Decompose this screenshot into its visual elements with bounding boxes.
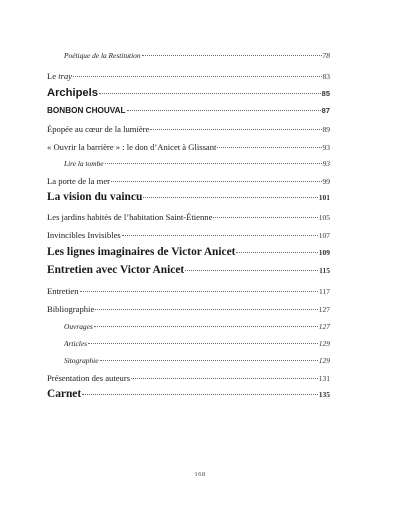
toc-entry-page: 89 <box>322 125 330 134</box>
toc-entry <box>47 191 330 203</box>
toc-entry <box>47 106 330 115</box>
toc-entry <box>47 322 330 331</box>
toc-entry <box>47 51 330 60</box>
toc-leader-dots <box>236 252 317 253</box>
toc-entry <box>47 159 330 168</box>
toc-entry-title: Épopée au cœur de la lumière <box>47 124 150 134</box>
toc-leader-dots <box>94 326 318 327</box>
toc-entry-page: 127 <box>318 305 330 314</box>
toc-entry-title: BONBON CHOUVAL <box>47 106 126 115</box>
toc-entry-page: 129 <box>318 339 330 348</box>
toc-entry-page: 87 <box>321 106 330 115</box>
toc-entry-page: 109 <box>318 248 330 257</box>
toc-entry-page: 135 <box>318 390 330 399</box>
toc-entry-page: 107 <box>318 231 330 240</box>
toc-entry-title-italic: tray <box>58 71 73 81</box>
toc-leader-dots <box>142 55 322 56</box>
toc-entry-title: La porte de la mer <box>47 176 110 186</box>
toc-entry-page: 117 <box>319 287 330 296</box>
toc-entry-page: 78 <box>322 51 330 60</box>
toc-entry <box>47 124 330 134</box>
toc-entry <box>47 230 330 240</box>
toc-entry <box>47 176 330 186</box>
toc-entry-title: Bibliographie <box>47 304 95 314</box>
toc-entry <box>47 286 330 296</box>
toc-leader-dots <box>99 93 321 94</box>
toc-leader-dots <box>217 147 321 148</box>
toc-entry <box>47 339 330 348</box>
toc-leader-dots <box>127 110 321 111</box>
toc-entry-page: 101 <box>318 193 330 202</box>
toc-entry-page: 115 <box>319 266 330 275</box>
toc-entry <box>47 246 330 258</box>
toc-entry-page: 93 <box>322 143 330 152</box>
toc-leader-dots <box>82 394 318 395</box>
toc-entry <box>47 264 330 276</box>
toc-leader-dots <box>185 270 318 271</box>
toc-leader-dots <box>105 163 322 164</box>
toc-entry-title: Poétique de la Restitution <box>64 51 141 60</box>
toc-leader-dots <box>100 360 318 361</box>
toc-entry-title: Archipels <box>47 87 98 99</box>
toc-entry <box>47 71 330 81</box>
toc-entry <box>47 87 330 99</box>
toc-entry-title: Articles <box>64 339 87 348</box>
toc-entry-title: La vision du vaincu <box>47 191 143 203</box>
toc-entry-title-prefix: Le <box>47 71 59 81</box>
toc-leader-dots <box>95 309 317 310</box>
toc-leader-dots <box>150 129 321 130</box>
toc-entry-title: Ouvrages <box>64 322 93 331</box>
toc-entry-title <box>47 71 72 81</box>
toc-entry-title: « Ouvrir la barrière » : le don d’Anicet à Glissant <box>47 142 217 152</box>
toc-leader-dots <box>88 343 318 344</box>
toc-entry-title: Les lignes imaginaires de Victor Anicet <box>47 246 236 258</box>
toc-entry-title: Entretien <box>47 286 79 296</box>
toc-entry <box>47 388 330 400</box>
toc-leader-dots <box>213 217 317 218</box>
toc-entry-page: 83 <box>322 72 330 81</box>
toc-entry-title: Les jardins habités de l’habitation Saint-Étienne <box>47 212 213 222</box>
toc-entry-title: Carnet <box>47 388 82 400</box>
toc-leader-dots <box>73 76 321 77</box>
toc-entry-title: Lire la tombe <box>64 159 104 168</box>
toc-entry-page: 105 <box>318 213 330 222</box>
toc-entry-title: Présentation des auteurs <box>47 373 131 383</box>
toc-entry <box>47 212 330 222</box>
toc-leader-dots <box>80 291 319 292</box>
toc-leader-dots <box>131 378 318 379</box>
toc-entry-page: 85 <box>321 89 330 98</box>
toc-entry <box>47 356 330 365</box>
toc-leader-dots <box>111 181 322 182</box>
toc-entry <box>47 142 330 152</box>
toc-entry-title: Entretien avec Victor Anicet <box>47 264 185 276</box>
toc-entry <box>47 373 330 383</box>
toc-entry-page: 129 <box>318 356 330 365</box>
toc-entry-title: Invincibles Invisibles <box>47 230 121 240</box>
toc-entry-page: 93 <box>322 159 330 168</box>
toc-entry-page: 131 <box>318 374 330 383</box>
toc-leader-dots <box>143 197 317 198</box>
toc-entry <box>47 304 330 314</box>
toc-entry-title: Sitographie <box>64 356 99 365</box>
toc-leader-dots <box>122 235 318 236</box>
page-number: 168 <box>194 471 206 478</box>
toc-entry-page: 99 <box>322 177 330 186</box>
toc-entry-page: 127 <box>318 322 330 331</box>
